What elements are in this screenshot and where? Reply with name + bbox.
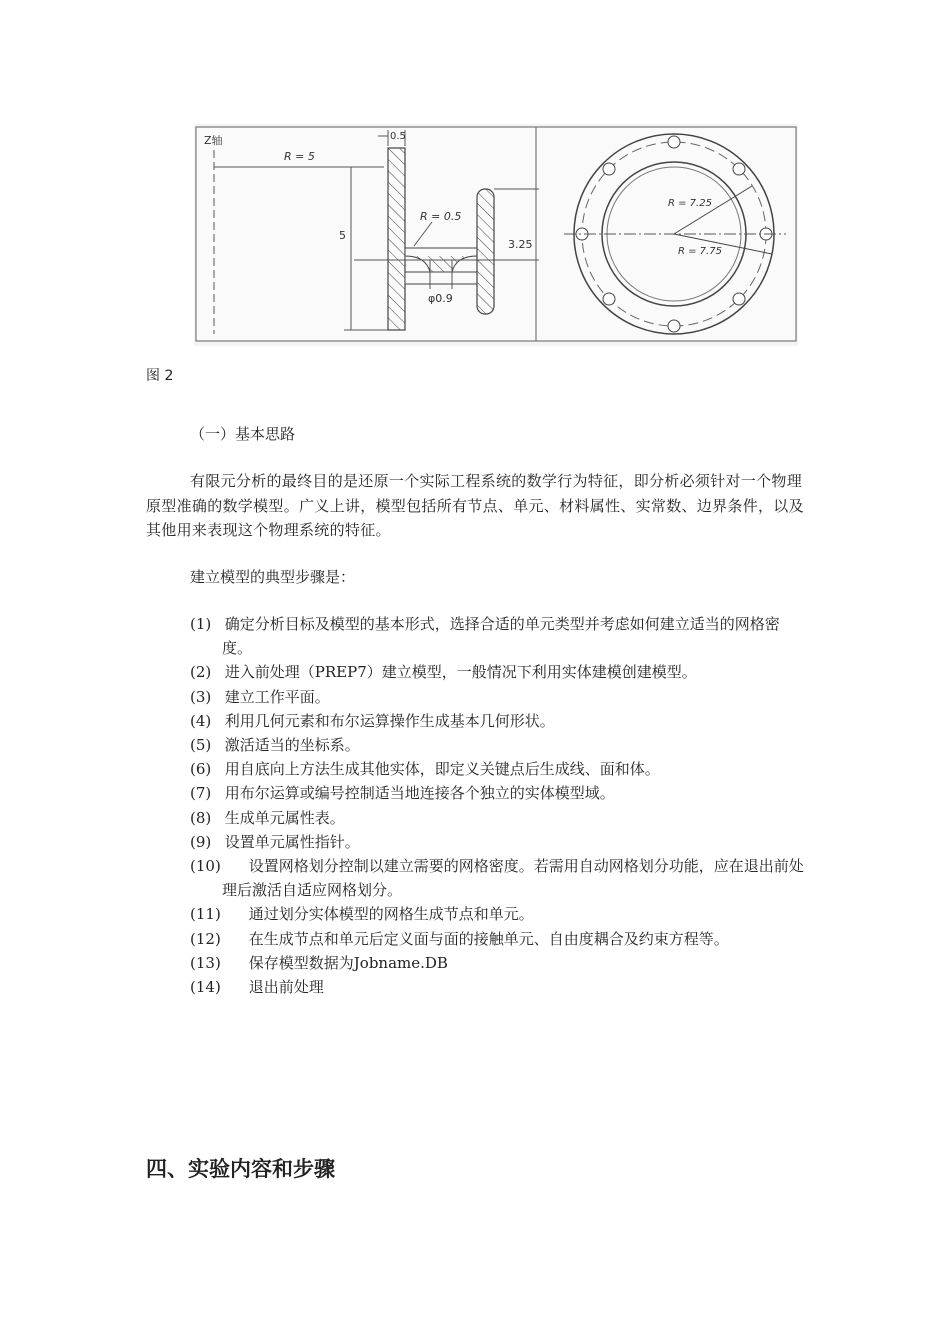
step-number: (10) [190, 857, 221, 876]
bolt-hole [668, 136, 680, 148]
step-text: 生成单元属性表。 [224, 808, 345, 827]
step-number: (3) [190, 687, 212, 706]
step-number: (5) [190, 736, 212, 755]
right-plate [477, 189, 494, 314]
list-item [190, 733, 805, 757]
flange-drawing [194, 124, 798, 346]
bolt-hole [603, 293, 615, 305]
step-text: 建立工作平面。 [224, 687, 330, 706]
step-text: 设置单元属性指针。 [224, 832, 360, 851]
list-item [190, 806, 805, 830]
step-text: 通过划分实体模型的网格生成节点和单元。 [248, 905, 534, 924]
thickness-05-label: 0.5 [390, 131, 406, 142]
list-item [190, 854, 805, 902]
bolt-hole [603, 163, 615, 175]
paragraph: 有限元分析的最终目的是还原一个实际工程系统的数学行为特征，即分析必须针对一个物理原型准确的数学模型。广义上讲，模型包括所有节点、单元、材料属性、实常数、边界条件，以及其他用来表现这个物理系统的特征。 [146, 472, 804, 539]
figure-2 [194, 124, 798, 346]
step-number: (2) [190, 663, 212, 682]
section-title: 四、实验内容和步骤 [146, 1157, 335, 1181]
step-text: 进入前处理（PREP7）建立模型，一般情况下利用实体建模创建模型。 [224, 663, 697, 682]
bolt-hole [668, 320, 680, 332]
step-text: 激活适当的坐标系。 [224, 736, 360, 755]
list-item [190, 709, 805, 733]
subheading: （一）基本思路 [190, 425, 296, 443]
step-number: (12) [190, 929, 221, 948]
list-item [190, 660, 805, 684]
step-number: (7) [190, 784, 212, 803]
step-number: (14) [190, 978, 221, 997]
list-item [190, 927, 805, 951]
connecting-tube-bottom [405, 272, 477, 284]
step-text: 保存模型数据为Jobname.DB [248, 953, 448, 972]
height-325-label: 3.25 [508, 238, 533, 251]
step-text: 设置网格划分控制以建立需要的网格密度。若需用自动网格划分功能，应在退出前处理后激活自适应网格划分。 [222, 857, 804, 900]
height-5-label: 5 [339, 229, 346, 242]
step-text: 退出前处理 [248, 978, 324, 997]
list-item [190, 975, 805, 999]
steps-intro: 建立模型的典型步骤是： [190, 568, 356, 586]
list-item [190, 951, 805, 975]
step-number: (1) [190, 615, 212, 633]
diameter-09-label: φ0.9 [428, 292, 453, 305]
radius-725-label: R = 7.25 [668, 198, 712, 209]
radius-775-label: R = 7.75 [678, 246, 722, 257]
radius-5-label: R = 5 [284, 150, 315, 163]
figure-caption: 图 2 [146, 368, 174, 384]
steps-list [190, 612, 805, 999]
list-item [190, 781, 805, 805]
step-text: 利用几何元素和布尔运算操作生成基本几何形状。 [224, 711, 555, 730]
step-number: (11) [190, 905, 221, 924]
step-number: (9) [190, 832, 212, 851]
z-axis-label: Z轴 [204, 134, 223, 147]
step-number: (6) [190, 760, 212, 779]
step-number: (13) [190, 953, 221, 972]
step-text: 用自底向上方法生成其他实体，即定义关键点后生成线、面和体。 [224, 760, 660, 779]
step-text: 确定分析目标及模型的基本形式，选择合适的单元类型并考虑如何建立适当的网格密度。 [222, 615, 780, 658]
list-item [190, 685, 805, 709]
list-item [190, 830, 805, 854]
list-item [190, 902, 805, 926]
step-text: 用布尔运算或编号控制适当地连接各个独立的实体模型域。 [224, 784, 615, 803]
fillet-r05-label: R = 0.5 [420, 210, 462, 223]
list-item [190, 612, 805, 660]
step-text: 在生成节点和单元后定义面与面的接触单元、自由度耦合及约束方程等。 [248, 929, 729, 948]
bolt-hole [733, 293, 745, 305]
list-item [190, 757, 805, 781]
step-number: (4) [190, 711, 212, 730]
step-number: (8) [190, 808, 212, 827]
bolt-hole [733, 163, 745, 175]
left-plate [388, 148, 405, 330]
